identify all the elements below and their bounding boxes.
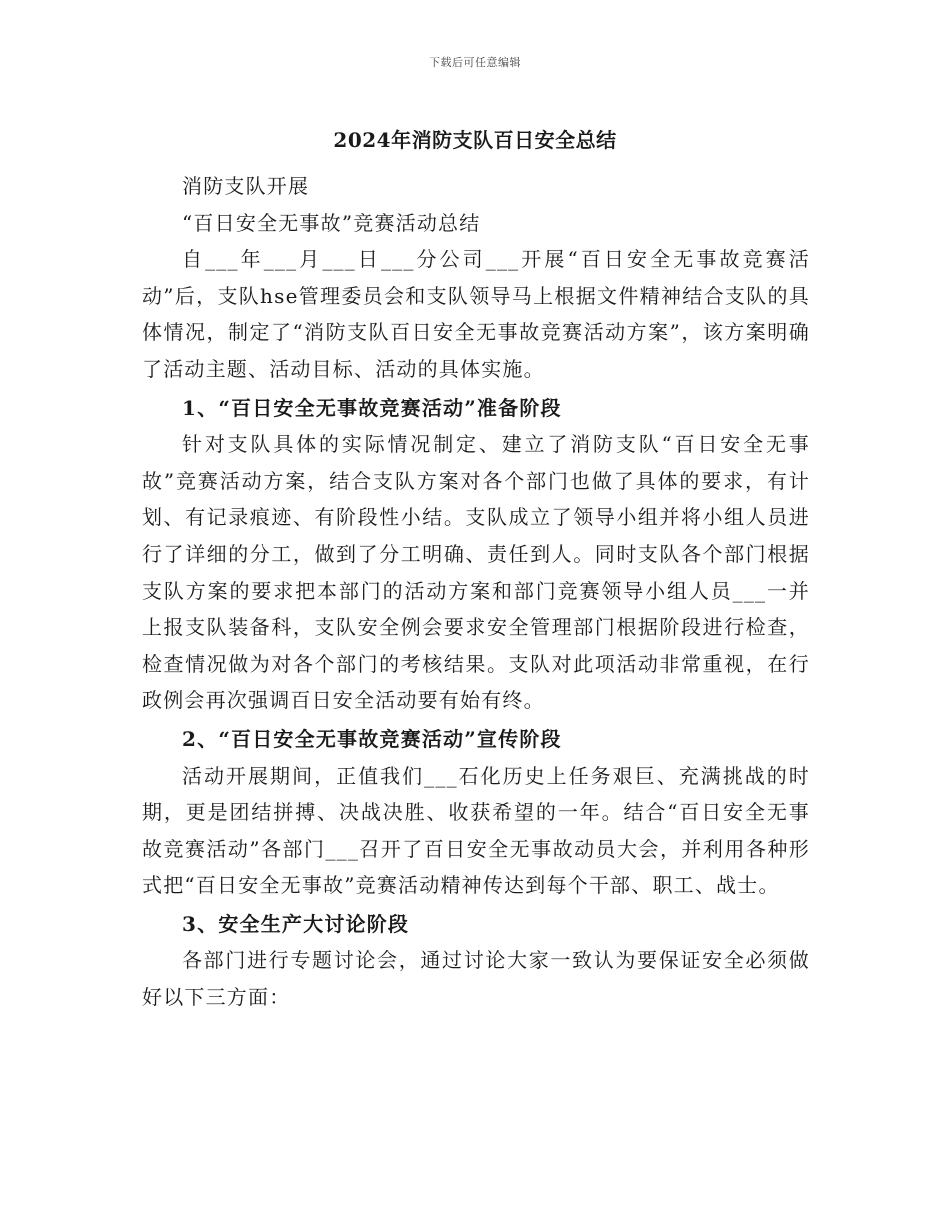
document-title: 2024年消防支队百日安全总结 [333, 128, 617, 152]
section-heading-1: 1、“百日安全无事故竞赛活动”准备阶段 [182, 395, 562, 420]
paragraph-intro-2: “百日安全无事故”竞赛活动总结 [182, 210, 481, 235]
paragraph-intro-1: 消防支队开展 [182, 174, 310, 198]
document-body [142, 168, 810, 1016]
section-heading-2: 2、“百日安全无事故竞赛活动”宣传阶段 [182, 726, 562, 751]
paragraph-section-3: 各部门进行专题讨论会，通过讨论大家一致认为要保证安全必须做好以下三方面： [142, 948, 810, 1010]
paragraph-intro-3: 自___年___月___日___分公司___开展“百日安全无事故竞赛活动”后，支队hse管理委员会和支队领导马上根据文件精神结合支队的具体情况，制定了“消防支队百日安全无事故竞赛活动方案”，该方案明确了活动主题、活动目标、活动的具体实施。 [142, 247, 810, 381]
paragraph-section-1: 针对支队具体的实际情况制定、建立了消防支队“百日安全无事故”竞赛活动方案，结合支队方案对各个部门也做了具体的要求，有计划、有记录痕迹、有阶段性小结。支队成立了领导小组并将小组人员进行了详细的分工，做到了分工明确、责任到人。同时支队各个部门根据支队方案的要求把本部门的活动方案和部门竞赛领导小组人员___一并上报支队装备科，支队安全例会要求安全管理部门根据阶段进行检查，检查情况做为对各个部门的考核结果。支队对此项活动非常重视，在行政例会再次强调百日安全活动要有始有终。 [142, 432, 810, 713]
section-heading-3: 3、安全生产大讨论阶段 [182, 911, 410, 936]
paragraph-section-2: 活动开展期间，正值我们___石化历史上任务艰巨、充满挑战的时期，更是团结拼搏、决战决胜、收获希望的一年。结合“百日安全无事故竞赛活动”各部门___召开了百日安全无事故动员大会，并利用各种形式把“百日安全无事故”竞赛活动精神传达到每个干部、职工、战士。 [142, 763, 810, 898]
header-note: 下载后可任意编辑 [429, 56, 521, 69]
